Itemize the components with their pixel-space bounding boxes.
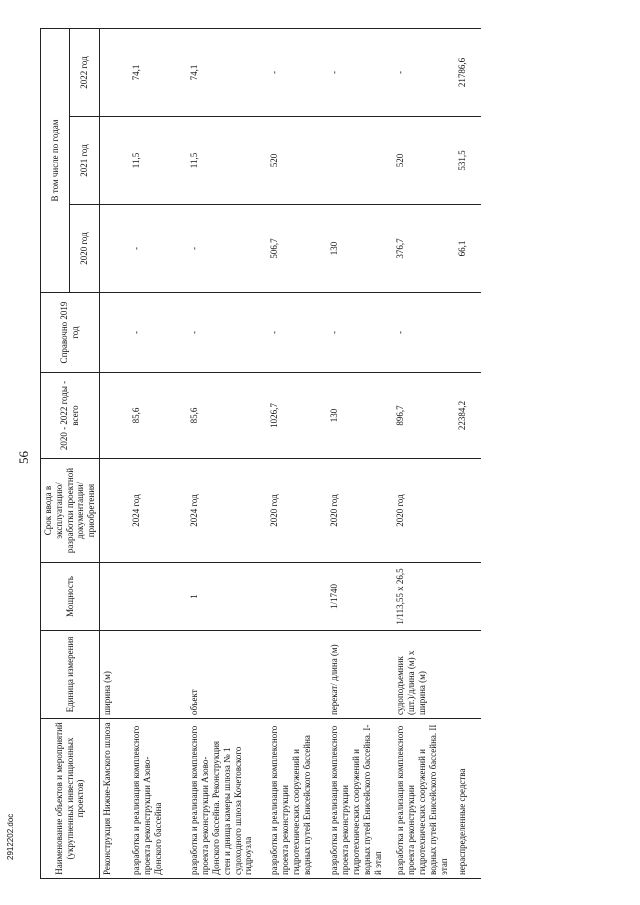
cell-ref2019 xyxy=(455,293,481,373)
cell-deadline: 2024 год xyxy=(187,459,267,563)
cell-unit xyxy=(455,631,481,719)
cell-y2022: 21786,6 xyxy=(455,29,481,117)
cell-deadline xyxy=(455,459,481,563)
cell-total: 130 xyxy=(327,373,393,459)
cell-unit: судоподъемник (шт.)/длина (м) x ширина (м) xyxy=(393,631,455,719)
cell-unit: объект xyxy=(187,631,267,719)
cell-capacity: 1/113,55 x 26,5 xyxy=(393,563,455,631)
cell-deadline xyxy=(99,459,129,563)
header-2021: 2021 год xyxy=(70,117,100,205)
header-deadline: Срок ввода в эксплуатацию/ разработки проектной документации/ приобретения xyxy=(41,459,100,563)
cell-y2020: 506,7 xyxy=(267,205,327,293)
header-2020: 2020 год xyxy=(70,205,100,293)
cell-y2022: - xyxy=(267,29,327,117)
table-row xyxy=(99,29,129,879)
table-row xyxy=(393,29,455,879)
cell-unit xyxy=(129,631,187,719)
cell-y2022: 74,1 xyxy=(187,29,267,117)
cell-name: разработка и реализация комплексного проекта реконструкции Азово-Донского бассейна xyxy=(129,719,187,879)
cell-capacity xyxy=(99,563,129,631)
footer-filename: 2912202.doc xyxy=(6,813,15,860)
cell-y2020: 66,1 xyxy=(455,205,481,293)
cell-name: нераспределенные средства xyxy=(455,719,481,879)
cell-y2020: 376,7 xyxy=(393,205,455,293)
table-row xyxy=(129,29,187,879)
cell-name: разработка и реализация комплексного проекта реконструкции гидротехнических сооружений и водных путей Енисейского бассейна. II этап xyxy=(393,719,455,879)
cell-capacity xyxy=(267,563,327,631)
header-capacity: Мощность xyxy=(41,563,100,631)
cell-y2022: 74,1 xyxy=(129,29,187,117)
cell-y2021: 531,5 xyxy=(455,117,481,205)
investment-table xyxy=(40,28,481,879)
cell-capacity: 1 xyxy=(187,563,267,631)
header-2022: 2022 год xyxy=(70,29,100,117)
cell-capacity: 1/1740 xyxy=(327,563,393,631)
cell-ref2019: - xyxy=(393,293,455,373)
cell-ref2019: - xyxy=(129,293,187,373)
cell-unit: перекат/ длина (м) xyxy=(327,631,393,719)
cell-y2021 xyxy=(99,117,129,205)
cell-unit xyxy=(267,631,327,719)
header-including: В том числе по годам xyxy=(41,29,70,293)
cell-name: разработка и реализация комплексного проекта реконструкции гидротехнических сооружений и водных путей Енисейского бассейна xyxy=(267,719,327,879)
cell-ref2019: - xyxy=(187,293,267,373)
cell-name: Реконструкция Нижне-Камского шлюза xyxy=(99,719,129,879)
cell-ref2019: - xyxy=(327,293,393,373)
cell-y2021 xyxy=(327,117,393,205)
cell-capacity xyxy=(455,563,481,631)
cell-y2021: 520 xyxy=(393,117,455,205)
table-body xyxy=(99,29,481,879)
cell-name: разработка и реализация комплексного проекта реконструкции гидротехнических сооружений и водных путей Енисейского бассейна. I-й этап xyxy=(327,719,393,879)
cell-y2022: - xyxy=(327,29,393,117)
table-row xyxy=(455,29,481,879)
table-row xyxy=(267,29,327,879)
cell-deadline: 2020 год xyxy=(393,459,455,563)
cell-y2022: - xyxy=(393,29,455,117)
cell-deadline: 2020 год xyxy=(267,459,327,563)
cell-name: разработка и реализация комплексного проекта реконструкции Азово-Донского бассейна. Реконструкция стен и днища камеры шлюза № 1 судоходного шлюза Кочетовского гидроузла xyxy=(187,719,267,879)
cell-total xyxy=(99,373,129,459)
cell-y2021: 520 xyxy=(267,117,327,205)
header-ref2019: Справочно 2019 год xyxy=(41,293,100,373)
header-name: Наименование объектов и мероприятий (укрупненных инвестиционных проектов) xyxy=(41,719,100,879)
header-total: 2020 - 2022 годы - всего xyxy=(41,373,100,459)
cell-capacity xyxy=(129,563,187,631)
page-number: 56 xyxy=(16,451,31,464)
cell-y2020: - xyxy=(187,205,267,293)
cell-total: 85,6 xyxy=(129,373,187,459)
cell-deadline: 2020 год xyxy=(327,459,393,563)
cell-y2020: 130 xyxy=(327,205,393,293)
cell-y2021: 11,5 xyxy=(187,117,267,205)
cell-total: 1026,7 xyxy=(267,373,327,459)
cell-unit: ширина (м) xyxy=(99,631,129,719)
rotated-page xyxy=(16,29,630,879)
table-row xyxy=(327,29,393,879)
cell-y2021: 11,5 xyxy=(129,117,187,205)
header-unit: Единица измерения xyxy=(41,631,100,719)
cell-y2020 xyxy=(99,205,129,293)
cell-y2020: - xyxy=(129,205,187,293)
cell-y2022 xyxy=(99,29,129,117)
cell-ref2019: - xyxy=(267,293,327,373)
cell-total: 22384,2 xyxy=(455,373,481,459)
cell-total: 85,6 xyxy=(187,373,267,459)
cell-total: 896,7 xyxy=(393,373,455,459)
table-row xyxy=(187,29,267,879)
cell-deadline: 2024 год xyxy=(129,459,187,563)
cell-ref2019 xyxy=(99,293,129,373)
